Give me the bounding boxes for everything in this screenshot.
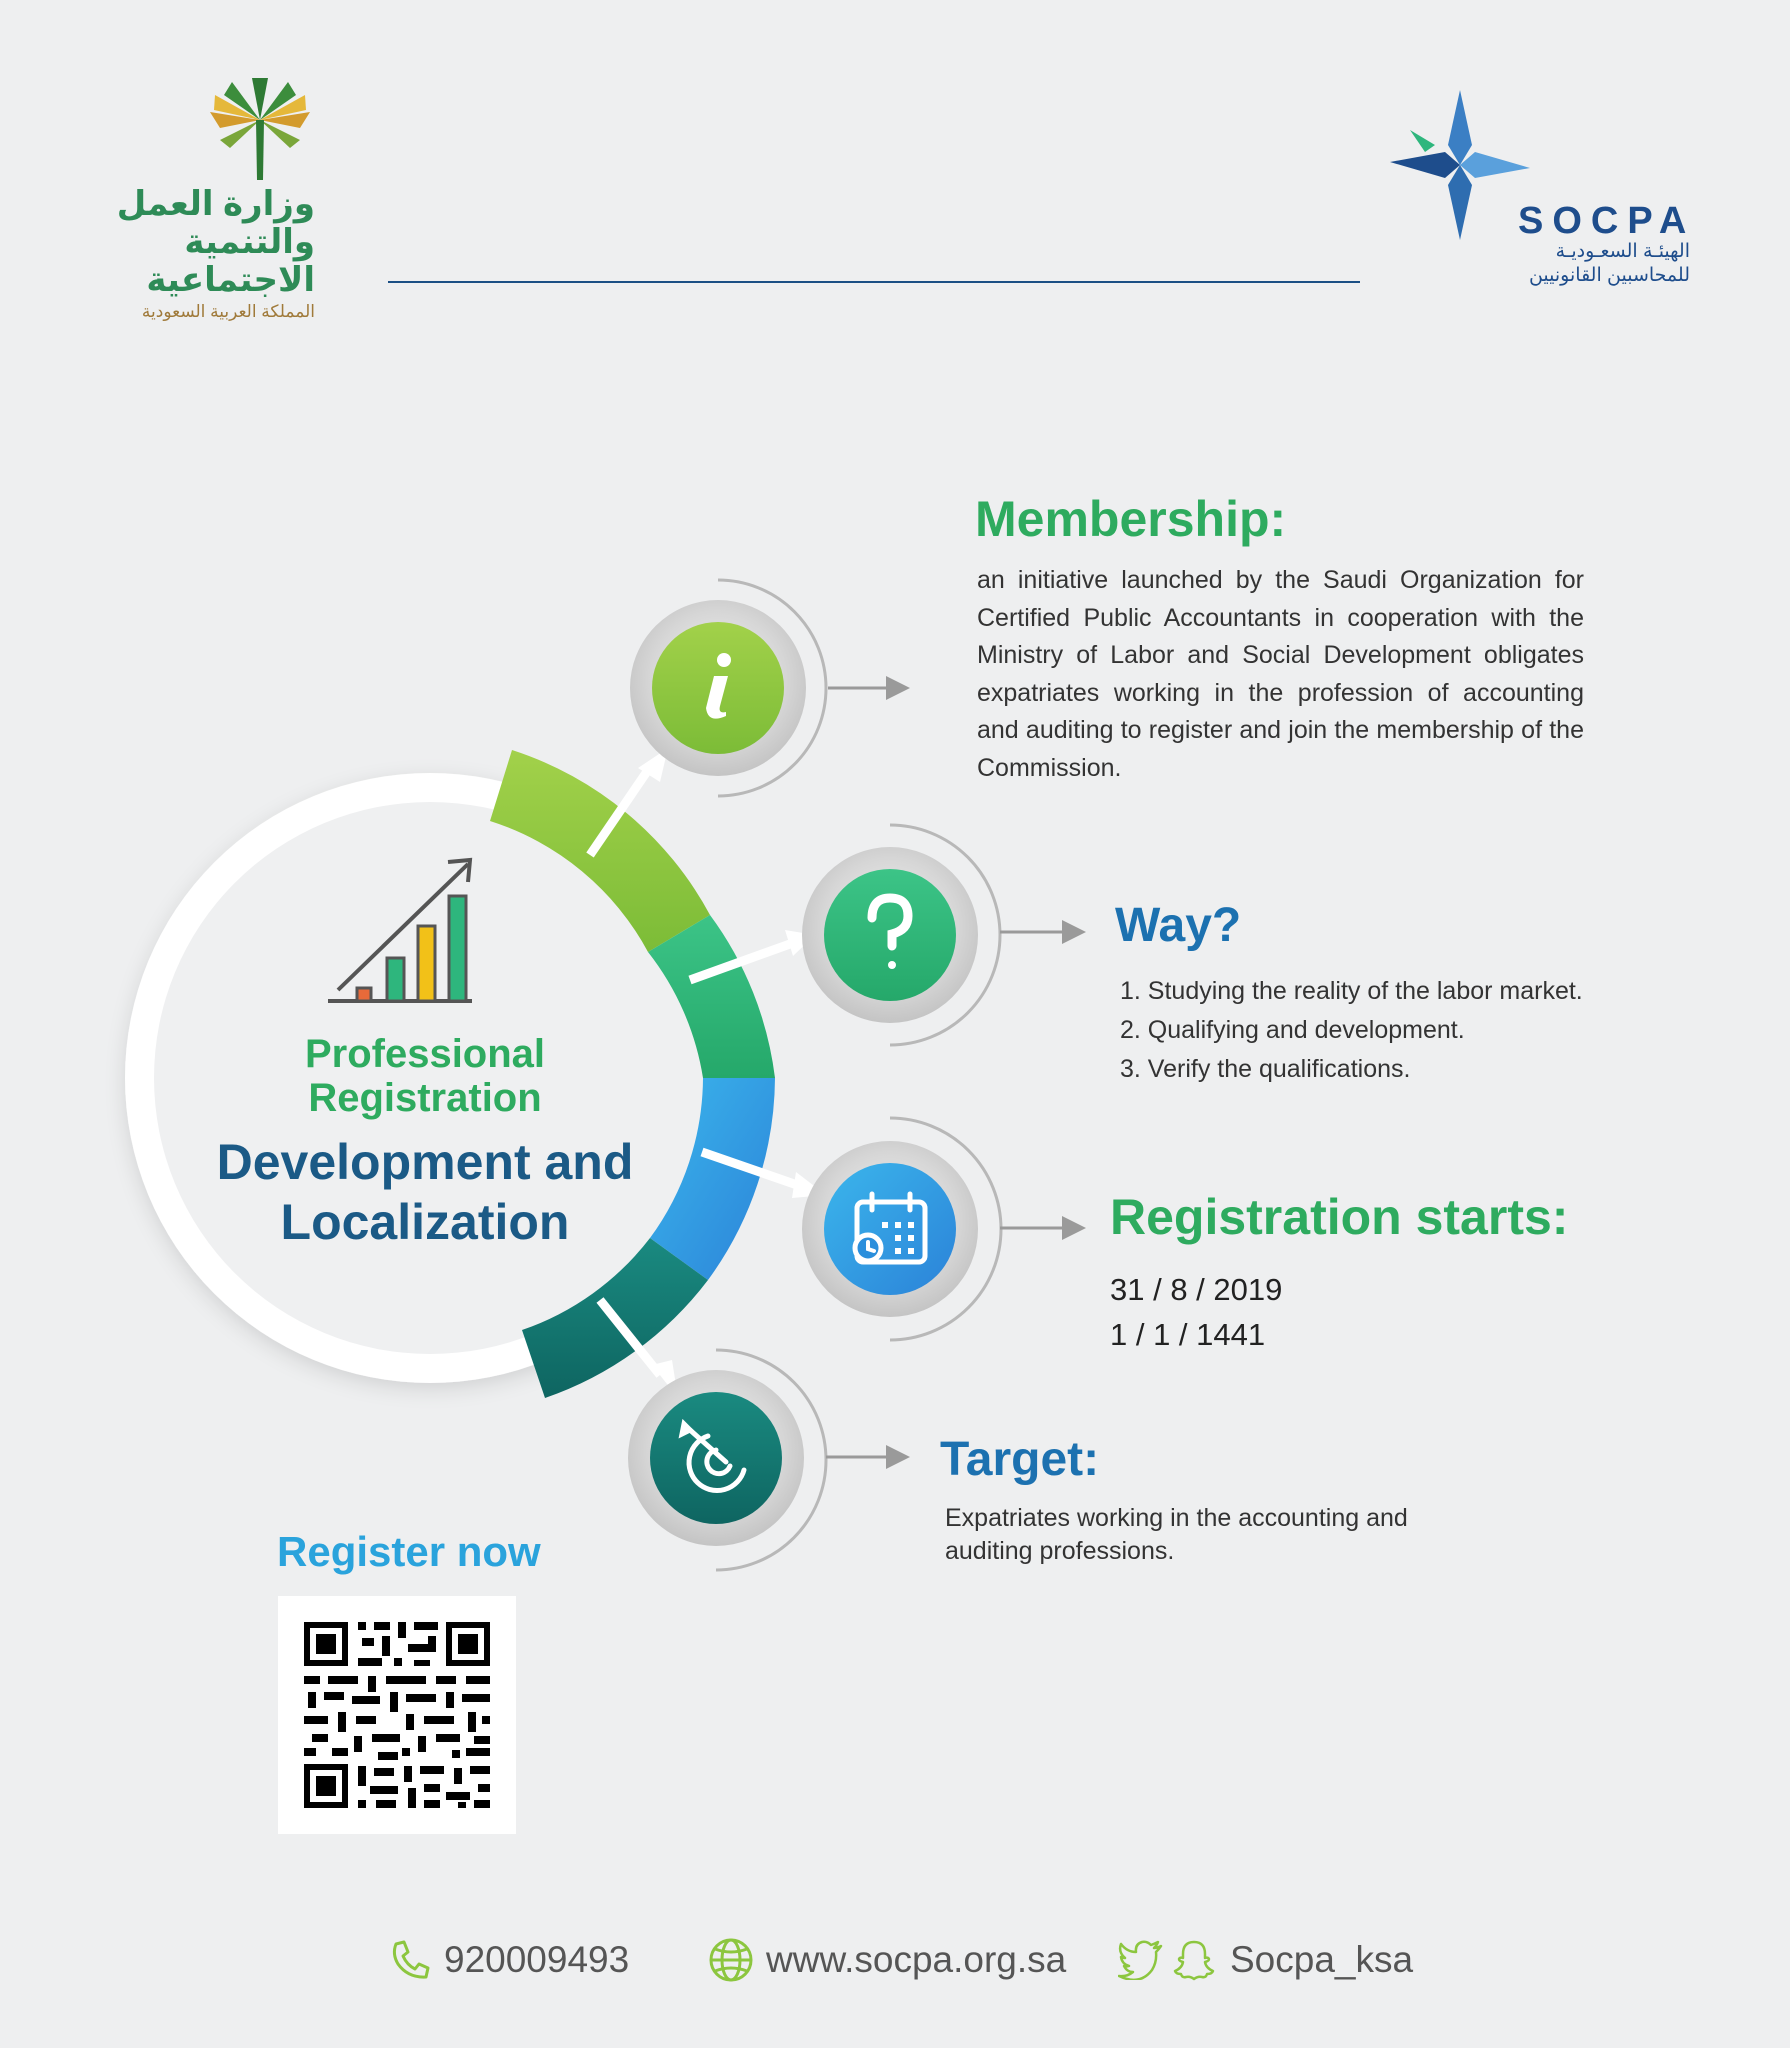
calendar-circle[interactable] <box>824 1163 956 1295</box>
registration-date-gregorian: 31 / 8 / 2019 <box>1110 1272 1283 1307</box>
register-now-label[interactable]: Register now <box>277 1528 541 1575</box>
footer-social[interactable] <box>1118 1936 1413 1984</box>
center-title-line1: Development and <box>216 1134 634 1190</box>
qr-code-graphic <box>278 1596 516 1834</box>
globe-icon <box>708 1937 754 1983</box>
registration-date-hijri: 1 / 1 / 1441 <box>1110 1317 1266 1352</box>
ministry-name-line1: وزارة العمل <box>116 185 315 223</box>
qr-code[interactable] <box>278 1596 516 1834</box>
target-body-line2: auditing professions. <box>945 1537 1175 1565</box>
center-subtitle-line1: Professional <box>304 1032 546 1076</box>
phone-number: 920009493 <box>444 1939 630 1980</box>
socpa-arabic-line2: للمحاسبين القانونيين <box>1528 265 1690 286</box>
twitter-icon <box>1118 1940 1164 1980</box>
way-item-3: 3. Verify the qualifications. <box>1120 1055 1411 1083</box>
target-body-line1: Expatriates working in the accounting and <box>945 1504 1408 1532</box>
way-item-2: 2. Qualifying and development. <box>1120 1016 1465 1044</box>
phone-icon <box>388 1938 432 1982</box>
social-handle: Socpa_ksa <box>1230 1939 1414 1980</box>
membership-body: an initiative launched by the Saudi Organization for Certified Public Accountants in cooperation with the Ministry of Labor and Social Development obligates expatriates working in the profession of accounting and auditing to register and join the membership of the Commission. <box>977 566 1584 782</box>
way-title: Way? <box>1115 899 1242 952</box>
snapchat-icon <box>1172 1938 1216 1982</box>
ministry-name-line2: والتنمية الاجتماعية <box>146 223 315 299</box>
ministry-country: المملكة العربية السعودية <box>141 302 315 321</box>
socpa-name: SOCPA <box>1518 200 1696 242</box>
website-url: www.socpa.org.sa <box>766 1939 1067 1980</box>
footer-phone[interactable] <box>388 1936 629 1984</box>
registration-title: Registration starts: <box>1110 1189 1569 1245</box>
center-subtitle-line2: Registration <box>308 1076 542 1120</box>
socpa-arabic-line1: الهيئـة السعـوديـة <box>1555 241 1690 262</box>
membership-title: Membership: <box>975 491 1287 547</box>
footer-website[interactable] <box>708 1936 1066 1984</box>
way-item-1: 1. Studying the reality of the labor market. <box>1120 977 1583 1005</box>
target-circle[interactable] <box>650 1392 782 1524</box>
center-title-line2: Localization <box>280 1194 570 1250</box>
target-title: Target: <box>940 1433 1100 1486</box>
